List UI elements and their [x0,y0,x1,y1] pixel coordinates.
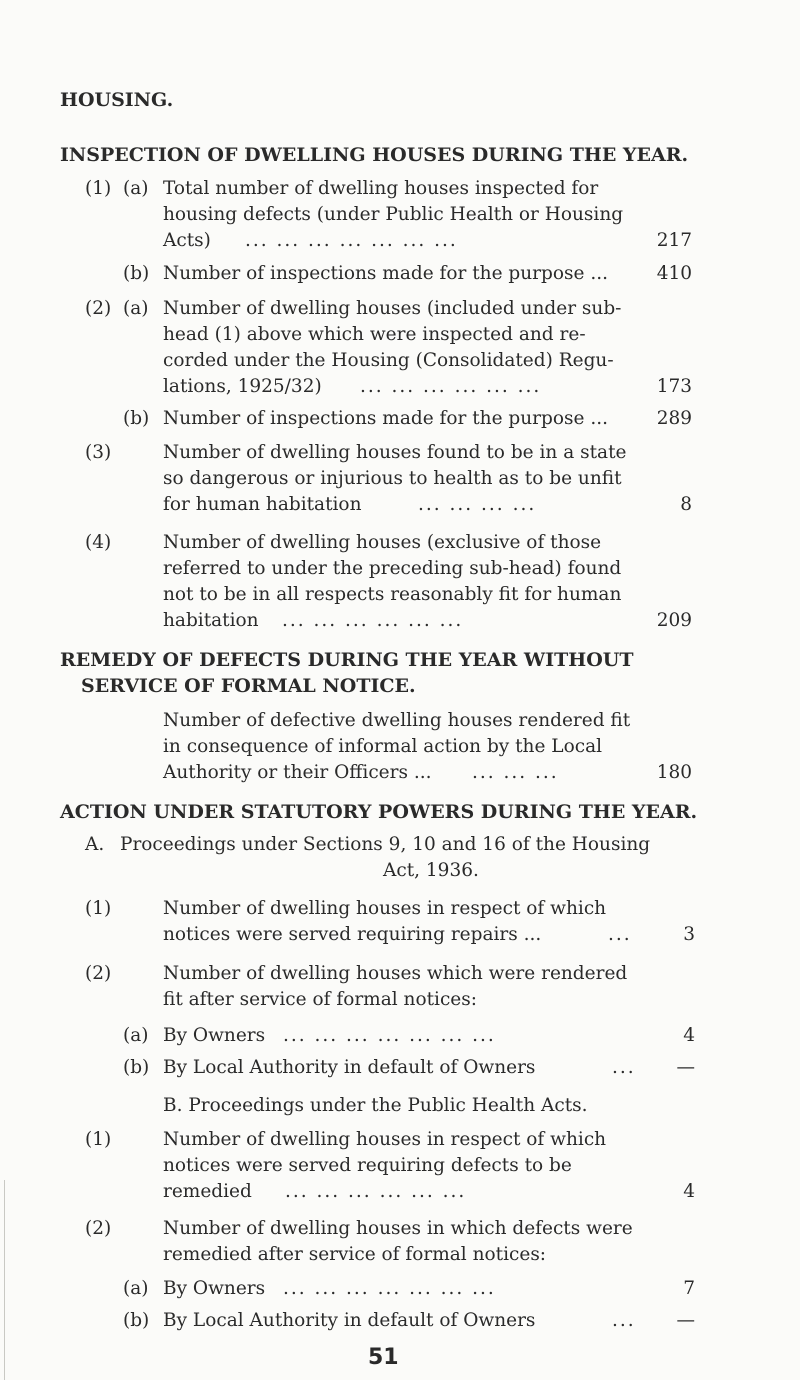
item-text-line: Number of dwelling houses which were rendered [163,963,628,984]
leader-dots: ... ... ... ... ... ... ... [283,1025,496,1046]
item-text-line: so dangerous or injurious to health as to be unfit [163,468,622,489]
item-value: 8 [680,494,692,515]
item-number: (2) [85,298,112,319]
item-number: (1) [85,898,112,919]
item-text-line: head (1) above which were inspected and re- [163,324,586,345]
item-text-line: habitation [163,610,259,631]
item-text-line: in consequence of informal action by the Local [163,736,603,757]
item-text-line: referred to under the preceding sub-head) found [163,558,622,579]
subsection-heading: B. Proceedings under the Public Health Acts. [163,1095,588,1116]
subitem-letter: (b) [123,1310,150,1331]
item-text-line: not to be in all respects reasonably fit for human [163,584,622,605]
subitem-letter: (a) [123,1278,149,1299]
leader-dots: ... ... ... ... [418,494,537,515]
item-value: 209 [656,610,692,631]
item-value: — [676,1310,695,1331]
item-text-line: Number of inspections made for the purpose ... [163,263,608,284]
item-text-line: By Local Authority in default of Owners [163,1057,536,1078]
item-number: (1) [85,178,112,199]
leader-dots: ... [608,924,632,945]
page-title: HOUSING. [60,89,174,111]
item-value: 217 [656,230,692,251]
subitem-letter: (a) [123,1025,149,1046]
item-text-line: Number of dwelling houses found to be in a state [163,442,627,463]
item-text-line: fit after service of formal notices: [163,989,477,1010]
item-text-line: By Owners [163,1278,266,1299]
item-value: 4 [683,1181,695,1202]
item-number: (3) [85,442,112,463]
section-heading-statutory: ACTION UNDER STATUTORY POWERS DURING THE YEAR. [60,801,698,823]
item-text-line: Total number of dwelling houses inspected for [163,178,599,199]
item-text-line: remedied after service of formal notices: [163,1244,547,1265]
item-text-line: Number of defective dwelling houses rendered fit [163,710,631,731]
item-text-line: By Owners [163,1025,266,1046]
item-value: 7 [683,1278,695,1299]
subitem-letter: (b) [123,263,150,284]
section-heading-remedy: REMEDY OF DEFECTS DURING THE YEAR WITHOUT [60,649,634,671]
subsection-heading: Proceedings under Sections 9, 10 and 16 of the Housing [120,834,651,855]
item-text-line: notices were served requiring repairs ... [163,924,542,945]
item-value: 410 [656,263,692,284]
subitem-letter: (b) [123,408,150,429]
item-text-line: notices were served requiring defects to be [163,1155,572,1176]
item-text-line: Number of dwelling houses (exclusive of those [163,532,602,553]
item-value: 289 [656,408,692,429]
leader-dots: ... [612,1310,636,1331]
item-text-line: for human habitation [163,494,362,515]
item-text-line: By Local Authority in default of Owners [163,1310,536,1331]
item-number: (1) [85,1129,112,1150]
leader-dots: ... ... ... [472,762,559,783]
item-number: (2) [85,1218,112,1239]
page-edge-shadow [4,1180,5,1380]
item-text-line: Number of dwelling houses (included under sub- [163,298,622,319]
leader-dots: ... ... ... ... ... ... ... [283,1278,496,1299]
leader-dots: ... ... ... ... ... ... [282,610,464,631]
item-text-line: lations, 1925/32) [163,376,322,397]
leader-dots: ... [612,1057,636,1078]
leader-dots: ... ... ... ... ... ... ... [245,230,458,251]
item-text-line: Number of dwelling houses in respect of which [163,898,607,919]
subsection-label: A. [85,834,105,855]
subitem-letter: (b) [123,1057,150,1078]
item-value: 3 [683,924,695,945]
subsection-heading-cont: Act, 1936. [383,860,479,881]
item-text-line: corded under the Housing (Consolidated) Regu- [163,350,614,371]
item-value: 180 [656,762,692,783]
leader-dots: ... ... ... ... ... ... [285,1181,467,1202]
subitem-letter: (a) [123,298,149,319]
leader-dots: ... ... ... ... ... ... [360,376,542,397]
item-value: 4 [683,1025,695,1046]
item-text-line: Acts) [163,230,211,251]
item-text-line: Authority or their Officers ... [163,762,432,783]
item-value: — [676,1057,695,1078]
subitem-letter: (a) [123,178,149,199]
item-value: 173 [656,376,692,397]
item-text-line: Number of dwelling houses in which defects were [163,1218,633,1239]
item-number: (2) [85,963,112,984]
item-number: (4) [85,532,112,553]
page-number: 51 [368,1345,399,1370]
item-text-line: Number of inspections made for the purpose ... [163,408,608,429]
section-heading-inspection: INSPECTION OF DWELLING HOUSES DURING THE YEAR. [60,144,689,166]
item-text-line: housing defects (under Public Health or Housing [163,204,624,225]
item-text-line: remedied [163,1181,252,1202]
section-heading-remedy-cont: SERVICE OF FORMAL NOTICE. [81,675,416,697]
item-text-line: Number of dwelling houses in respect of which [163,1129,607,1150]
